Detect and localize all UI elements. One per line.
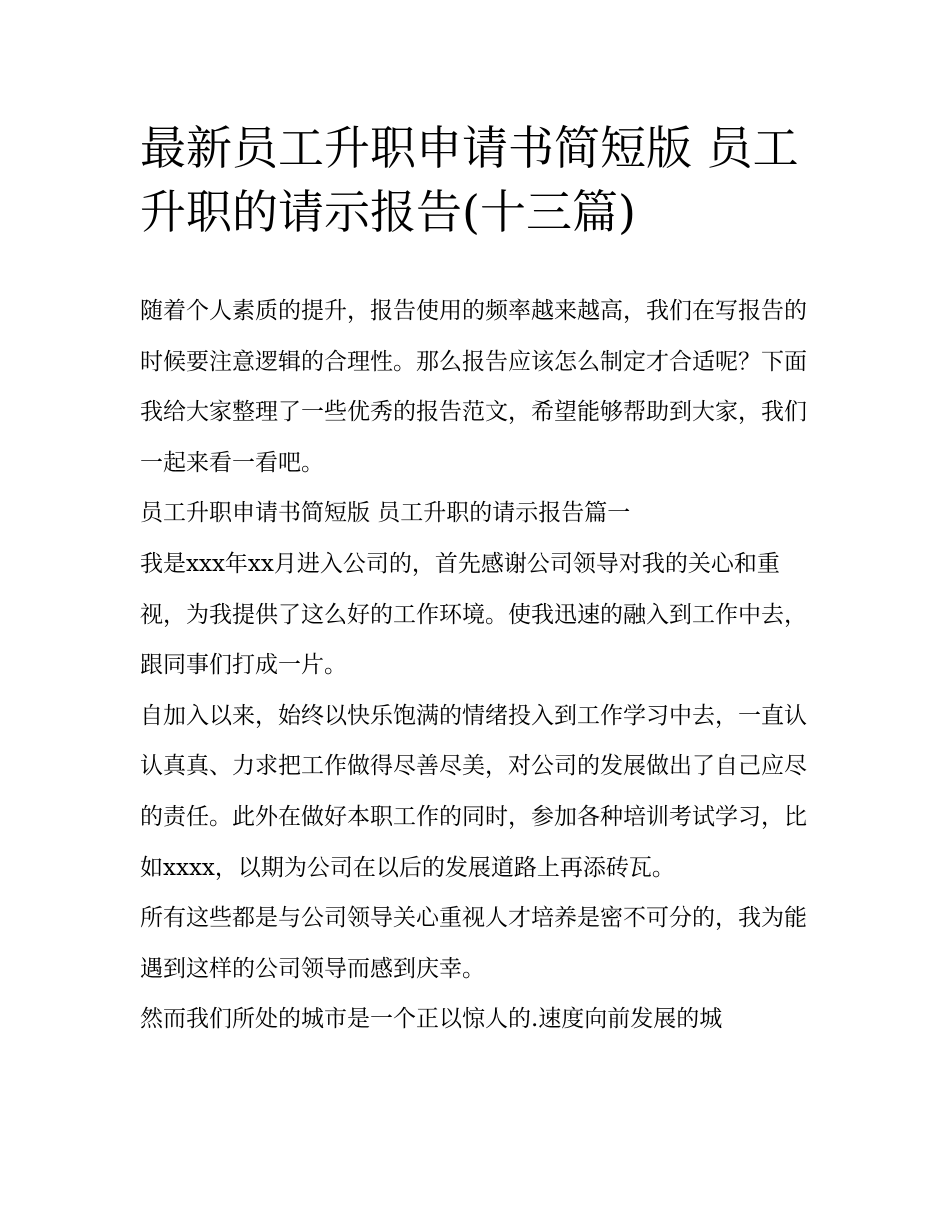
paragraph: 然而我们所处的城市是一个正以惊人的.速度向前发展的城: [140, 1006, 723, 1033]
paragraph: 所有这些都是与公司领导关心重视人才培养是密不可分的，我为能遇到这样的公司领导而感到庆幸。: [140, 905, 807, 982]
paragraph-intro: 随着个人素质的提升，报告使用的频率越来越高，我们在写报告的时候要注意逻辑的合理性。那么报告应该怎么制定才合适呢？下面我给大家整理了一些优秀的报告范文，希望能够帮助到大家，我们一起来看一看吧。: [140, 298, 807, 476]
document-title: 最新员工升职申请书简短版 员工升职的请示报告(十三篇): [140, 121, 799, 239]
section-heading: 员工升职申请书简短版 员工升职的请示报告篇一: [140, 500, 631, 527]
document-body: [140, 286, 820, 1045]
paragraph: 自加入以来，始终以快乐饱满的情绪投入到工作学习中去，一直认认真真、力求把工作做得尽善尽美，对公司的发展做出了自己应尽的责任。此外在做好本职工作的同时，参加各种培训考试学习，比如xxxx，以期为公司在以后的发展道路上再添砖瓦。: [140, 702, 807, 881]
paragraph: 我是xxx年xx月进入公司的，首先感谢公司领导对我的关心和重视，为我提供了这么好的工作环境。使我迅速的融入到工作中去，跟同事们打成一片。: [140, 550, 807, 679]
